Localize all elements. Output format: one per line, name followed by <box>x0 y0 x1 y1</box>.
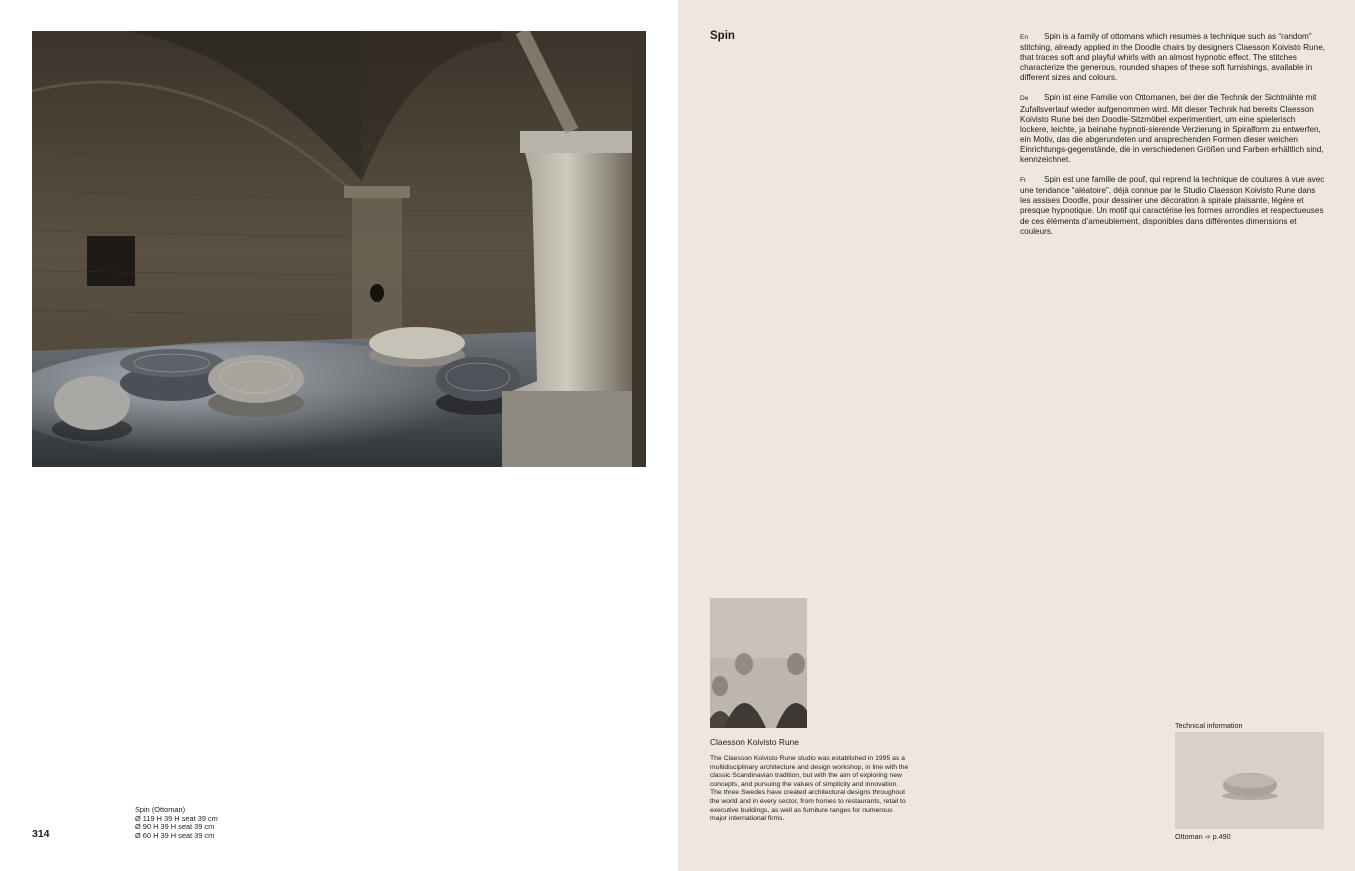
designer-portrait <box>710 598 807 728</box>
designer-bio: The Claesson Koivisto Rune studio was established in 1995 as a multidisciplinary architecture and design workshop, in line with the classic Scandinavian tradition, but with the aim of exploring new concepts, and pursuing the values of simplicity and innovation. The three Swedes have created architectural designs throughout the world and in every sector, from homes to restaurants, retail to executive buildings, as well as furniture ranges for numerous major international firms. <box>710 755 909 823</box>
caption-size-line: Ø 90 H 39 H seat 39 cm <box>135 822 215 832</box>
paragraph-text: Spin est une famille de pouf, qui reprend la technique de coutures à vue avec une tendance “aléatoire”, déjà connue par le Studio Claesson Koivisto Rune dans les assises Doodle, pour dessiner une décoration à spirale plaisante, légère et presque hypnotique. Un motif qui caractérise les formes arrondies et respectueuses de ces éléments d’ameublement, disponibles dans différentes dimensions et couleurs. <box>1020 175 1325 236</box>
description-paragraph-en <box>1020 32 1326 83</box>
technical-information-label: Technical information <box>1175 721 1243 730</box>
language-tag: De <box>1020 95 1029 103</box>
reference-page: p.490 <box>1212 832 1231 841</box>
language-tag: En <box>1020 34 1029 41</box>
ottoman-thumbnail <box>1175 732 1324 829</box>
arrow-right-icon: ➩ <box>1204 832 1211 841</box>
reference-item: Ottoman <box>1175 832 1203 841</box>
hero-photo-cloister-ottomans <box>32 31 646 467</box>
product-caption <box>135 806 218 840</box>
caption-size-line: Ø 60 H 39 H seat 39 cm <box>135 830 215 840</box>
paragraph-text: Spin is a family of ottomans which resumes a technique such as “random” stitching, already applied in the Doodle chairs by designers Claesson Koivisto Rune, that traces soft and playful whirls with an almost hypnotic effect. The stitches characterize the generous, rounded shapes of these soft furnishings, available in different sizes and colours. <box>1020 32 1325 83</box>
technical-page-reference[interactable] <box>1175 832 1231 841</box>
designer-name: Claesson Koivisto Rune <box>710 737 799 747</box>
language-tag: Fr <box>1020 177 1027 185</box>
description-column <box>1020 32 1326 247</box>
page-number: 314 <box>32 828 50 840</box>
paragraph-text: Spin ist eine Familie von Ottomanen, bei der die Technik der Sichtnähte mit Zufallsverlauf wieder aufgenommen wird. Mit dieser Technik hat bereits Claesson Koivisto Rune bei den Doodle-Sitzmöbel experimentiert, um eine spielerisch lockere, leichte, ja beinahe hypnoti-sierende Verzierung in Spiralform zu entwerfen, ein Motiv, das die abgerundeten und ansprechenden Formen dieser weichen Einrichtungs-gegenstände, die in verschiedenen Größen und Farben erhältlich sind, kennzeichnet. <box>1020 93 1324 165</box>
caption-product-name: Spin (Ottoman) <box>135 805 186 814</box>
product-title: Spin <box>710 30 735 42</box>
description-paragraph-de <box>1020 93 1326 165</box>
right-page <box>678 0 1355 871</box>
caption-size-line: Ø 119 H 39 H seat 39 cm <box>135 813 218 823</box>
description-paragraph-fr <box>1020 175 1326 237</box>
